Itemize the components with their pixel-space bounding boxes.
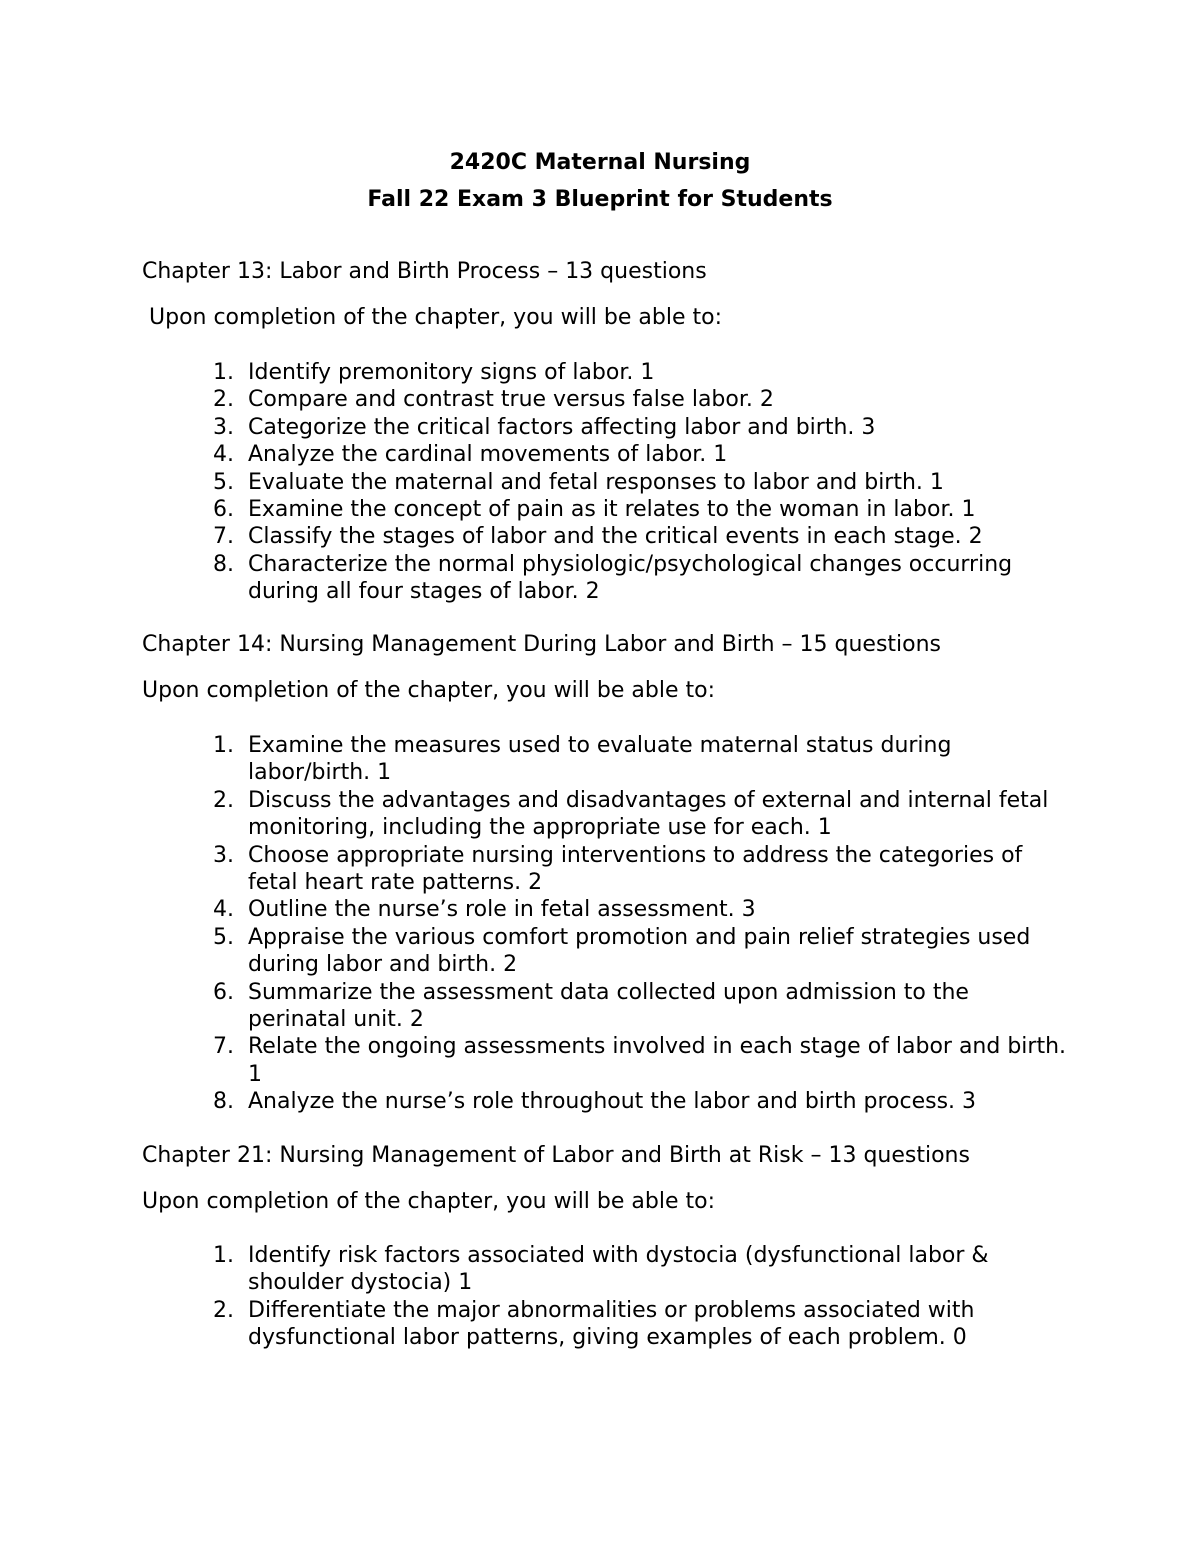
objective-item [0,842,1068,897]
objective-list [0,359,1200,606]
objective-number: 1. [213,733,234,758]
objective-item [0,979,1068,1034]
objective-number: 6. [213,497,234,523]
objective-text: Outline the nurse’s role in fetal assessment. 3 [248,897,756,923]
objective-item [0,359,1068,386]
chapter-heading: Chapter 14: Nursing Management During Labor and Birth – 15 questions [142,632,942,657]
objective-number: 5. [213,924,234,950]
objective-item [0,523,1068,550]
objective-text: Choose appropriate nursing interventions to address the categories of fetal heart rate patterns. 2 [248,842,1023,896]
objective-item [0,787,1068,842]
objective-number: 7. [213,1034,234,1060]
objective-text: Analyze the nurse’s role throughout the labor and birth process. 3 [248,1089,977,1115]
objective-text: Examine the measures used to evaluate maternal status during labor/birth. 1 [248,733,952,786]
objective-number: 1. [213,360,234,385]
objective-number: 2. [213,1297,234,1323]
objective-text: Compare and contrast true versus false labor. 2 [248,387,774,413]
objective-number: 2. [213,387,234,413]
chapter-intro: Upon completion of the chapter, you will be able to: [142,1189,715,1214]
objective-number: 8. [213,1089,234,1115]
objective-text: Relate the ongoing assessments involved in each stage of labor and birth. 1 [248,1034,1067,1087]
objective-number: 7. [213,524,234,550]
objective-item [0,441,1068,468]
objective-number: 3. [213,414,234,440]
objective-text: Evaluate the maternal and fetal responses to labor and birth. 1 [248,469,944,495]
objective-text: Characterize the normal physiologic/psychological changes occurring during all four stages of labor. 2 [248,551,1013,605]
objective-text: Categorize the critical factors affecting labor and birth. 3 [248,414,876,440]
objective-number: 8. [213,551,234,577]
objective-item [0,1297,1068,1352]
objective-number: 1. [213,1243,234,1268]
objective-number: 4. [213,897,234,923]
objective-item [0,414,1068,441]
objective-item [0,924,1068,979]
objective-item [0,1088,1068,1115]
objective-text: Differentiate the major abnormalities or problems associated with dysfunctional labor patterns, giving examples of each problem. 0 [248,1297,975,1351]
objective-item [0,496,1068,523]
chapter-intro: Upon completion of the chapter, you will be able to: [149,305,722,330]
objective-text: Identify risk factors associated with dystocia (dysfunctional labor & shoulder dystocia) 1 [248,1243,989,1296]
objective-item [0,386,1068,413]
objective-number: 3. [213,842,234,868]
objective-item [0,469,1068,496]
objective-item [0,1242,1068,1297]
objective-item [0,732,1068,787]
objective-item [0,551,1068,606]
objective-text: Classify the stages of labor and the critical events in each stage. 2 [248,524,983,550]
objective-text: Appraise the various comfort promotion and pain relief strategies used during labor and birth. 2 [248,924,1031,978]
objective-number: 2. [213,787,234,813]
objective-number: 4. [213,442,234,468]
chapter-intro: Upon completion of the chapter, you will be able to: [142,678,715,703]
objective-text: Summarize the assessment data collected upon admission to the perinatal unit. 2 [248,979,969,1033]
objective-text: Identify premonitory signs of labor. 1 [248,360,655,385]
objective-number: 6. [213,979,234,1005]
chapter-heading: Chapter 21: Nursing Management of Labor and Birth at Risk – 13 questions [142,1143,970,1168]
objective-list [0,1242,1200,1352]
document-title: 2420C Maternal Nursing [449,150,751,175]
chapter-heading: Chapter 13: Labor and Birth Process – 13 questions [142,259,707,284]
objective-number: 5. [213,469,234,495]
objective-text: Discuss the advantages and disadvantages of external and internal fetal monitoring, including the appropriate use for each. 1 [248,787,1049,841]
document-subtitle: Fall 22 Exam 3 Blueprint for Students [367,187,833,212]
objective-text: Analyze the cardinal movements of labor. 1 [248,442,728,468]
objective-list [0,732,1200,1116]
objective-item [0,1033,1068,1088]
objective-text: Examine the concept of pain as it relates to the woman in labor. 1 [248,497,976,523]
objective-item [0,896,1068,923]
